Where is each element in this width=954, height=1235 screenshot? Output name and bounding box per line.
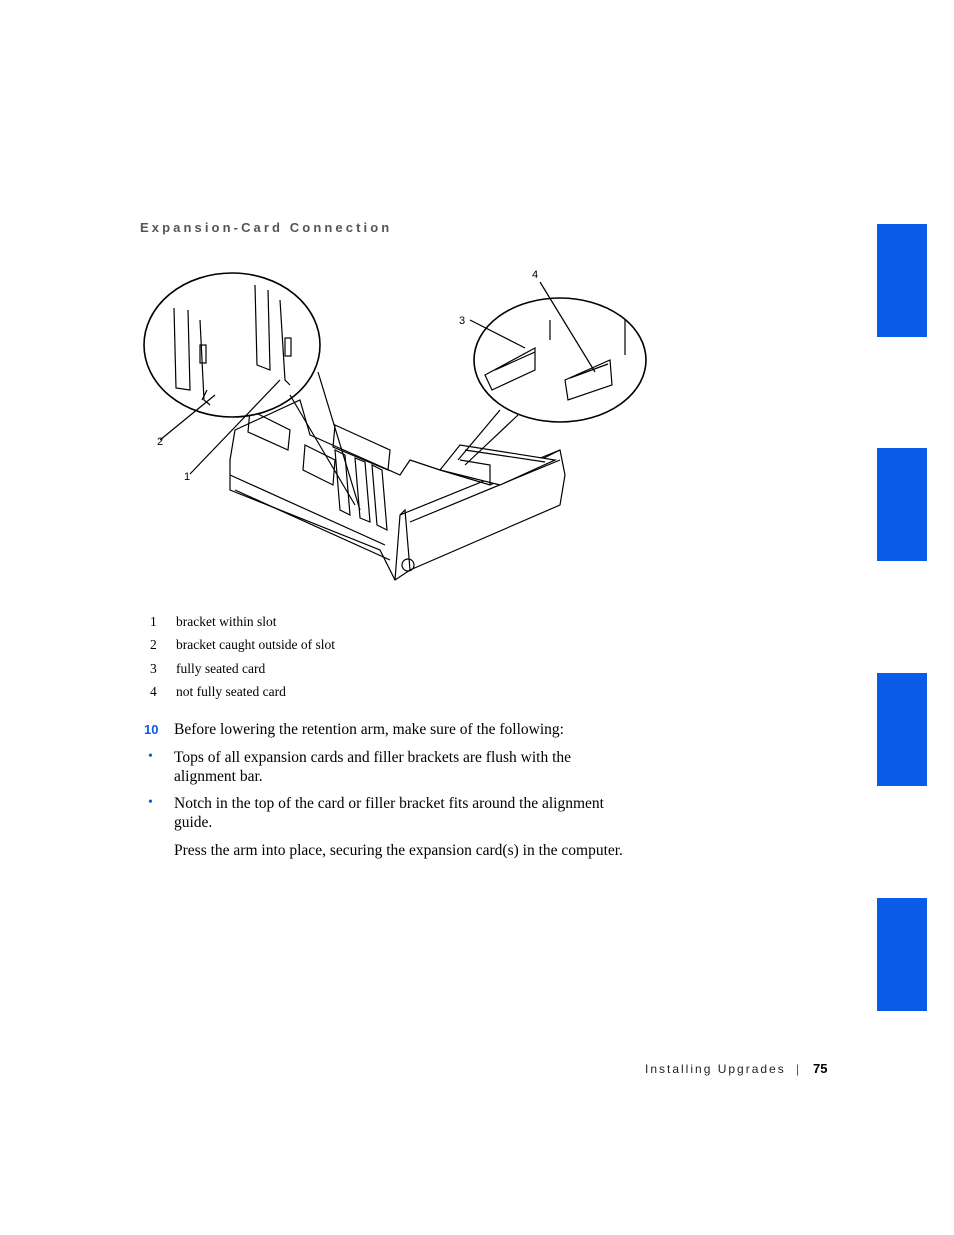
legend-text: bracket caught outside of slot xyxy=(176,637,335,653)
side-tab xyxy=(877,898,927,1011)
legend-number: 4 xyxy=(150,683,157,699)
callout-4: 4 xyxy=(532,269,539,281)
expansion-card-illustration xyxy=(140,260,660,590)
callout-1: 1 xyxy=(184,471,191,483)
legend-text: fully seated card xyxy=(176,660,266,676)
step-number: 10 xyxy=(144,722,159,737)
footer-chapter: Installing Upgrades xyxy=(645,1062,786,1076)
legend-number: 3 xyxy=(150,660,157,676)
side-tab xyxy=(877,224,927,337)
bullet-marker: • xyxy=(148,749,153,764)
legend-item xyxy=(140,614,540,637)
page-number: 75 xyxy=(813,1061,828,1076)
legend-item xyxy=(140,661,540,684)
legend-item xyxy=(140,684,540,707)
side-tab xyxy=(877,448,927,561)
legend-text: bracket within slot xyxy=(176,614,277,629)
bullet-item: Tops of all expansion cards and filler brackets are flush with the alignment bar. xyxy=(174,749,572,785)
figure-legend xyxy=(140,614,540,707)
callout-2: 2 xyxy=(157,436,164,448)
legend-number: 1 xyxy=(150,614,157,629)
footer-separator: | xyxy=(796,1062,800,1076)
bullet-marker: • xyxy=(148,795,153,810)
legend-item xyxy=(140,637,540,660)
followup-text: Press the arm into place, securing the expansion card(s) in the computer. xyxy=(174,842,623,859)
side-tab xyxy=(877,673,927,786)
step-text: Before lowering the retention arm, make sure of the following: xyxy=(174,721,564,738)
callout-3: 3 xyxy=(459,315,466,327)
legend-number: 2 xyxy=(150,637,157,653)
bullet-item: Notch in the top of the card or filler bracket fits around the alignment guide. xyxy=(174,795,604,831)
legend-text: not fully seated card xyxy=(176,683,286,699)
section-title: Expansion-Card Connection xyxy=(140,220,393,235)
